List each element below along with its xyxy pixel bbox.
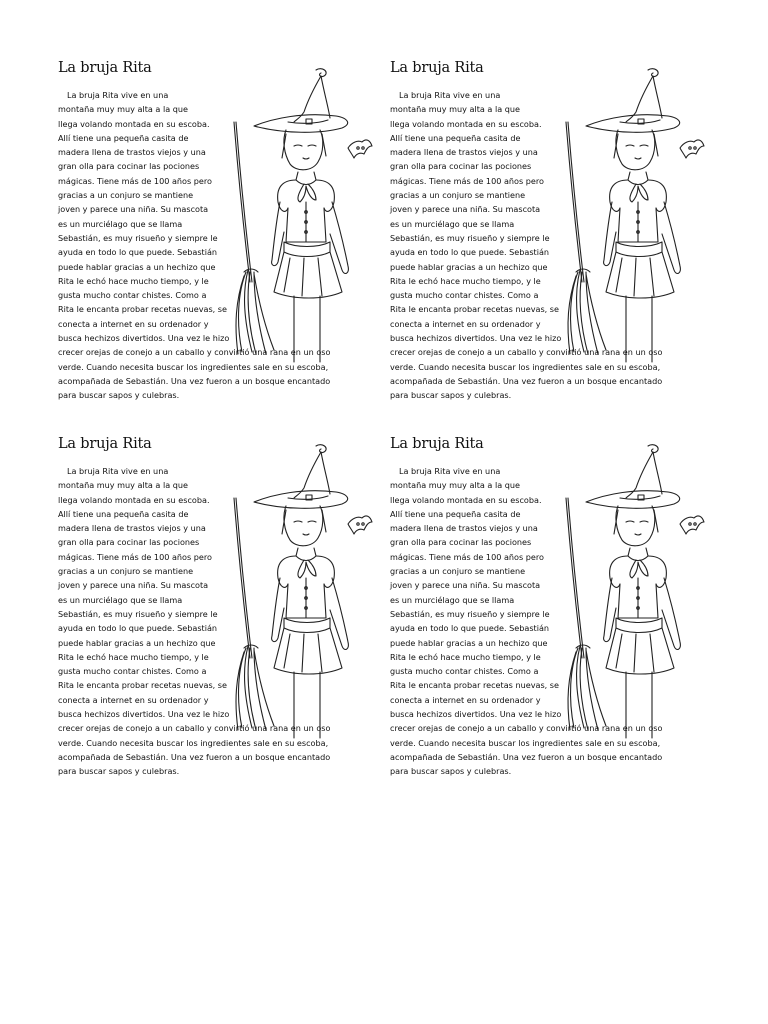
story-line: Rita le encanta probar recetas nuevas, se (58, 304, 228, 315)
story-line: joven y parece una niña. Su mascota (58, 204, 209, 215)
story-line: gusta mucho contar chistes. Como a (390, 666, 539, 677)
story-line: joven y parece una niña. Su mascota (390, 204, 541, 215)
story-line: Sebastián, es muy risueño y siempre le (390, 608, 550, 619)
story-line: joven y parece una niña. Su mascota (390, 580, 541, 591)
story-line: ayuda en todo lo que puede. Sebastián (58, 623, 218, 634)
story-line: La bruja Rita vive en una (67, 466, 169, 476)
story-line: madera llena de trastos viejos y una (58, 147, 206, 158)
story-line: crecer orejas de conejo a un caballo y convirtió una rana en un oso (58, 723, 331, 734)
story-body (58, 88, 358, 403)
story-line: Sebastián, es muy risueño y siempre le (58, 232, 218, 243)
story-line: es un murciélago que se llama (390, 594, 515, 605)
story-line: La bruja Rita vive en una (399, 466, 501, 476)
story-line: mágicas. Tiene más de 100 años pero (390, 175, 545, 186)
story-line: montaña muy muy alta a la que (58, 480, 188, 491)
story-line: mágicas. Tiene más de 100 años pero (390, 551, 545, 562)
story-line: La bruja Rita vive en una (67, 90, 169, 100)
story-line: para buscar sapos y culebras. (58, 766, 180, 777)
story-title: La bruja Rita (390, 60, 484, 76)
story-line: Allí tiene una pequeña casita de (390, 508, 521, 519)
story-line: La bruja Rita vive en una (399, 90, 501, 100)
story-line: ayuda en todo lo que puede. Sebastián (390, 623, 550, 634)
story-title: La bruja Rita (58, 60, 152, 76)
story-line: Sebastián, es muy risueño y siempre le (390, 232, 550, 243)
story-line: puede hablar gracias a un hechizo que (390, 637, 548, 648)
story-line: montaña muy muy alta a la que (390, 480, 520, 491)
story-line: busca hechizos divertidos. Una vez le hizo (58, 709, 230, 720)
story-line: llega volando montada en su escoba. (390, 494, 542, 505)
story-line: montaña muy muy alta a la que (58, 104, 188, 115)
story-line: llega volando montada en su escoba. (58, 494, 210, 505)
story-line: Rita le echó hace mucho tiempo, y le (390, 275, 541, 286)
story-line: madera llena de trastos viejos y una (390, 523, 538, 534)
story-line: puede hablar gracias a un hechizo que (390, 261, 548, 272)
story-line: para buscar sapos y culebras. (390, 766, 512, 777)
story-line: acompañada de Sebastián. Una vez fueron a un bosque encantado (58, 375, 331, 386)
story-line: ayuda en todo lo que puede. Sebastián (58, 247, 218, 258)
story-body (390, 88, 690, 403)
story-line: puede hablar gracias a un hechizo que (58, 261, 216, 272)
story-line: montaña muy muy alta a la que (390, 104, 520, 115)
story-line: conecta a internet en su ordenador y (58, 694, 209, 705)
story-body (58, 464, 358, 779)
story-line: gusta mucho contar chistes. Como a (390, 290, 539, 301)
story-line: Allí tiene una pequeña casita de (58, 132, 189, 143)
story-line: Allí tiene una pequeña casita de (58, 508, 189, 519)
story-line: acompañada de Sebastián. Una vez fueron a un bosque encantado (390, 375, 663, 386)
story-title: La bruja Rita (390, 436, 484, 452)
story-card (390, 436, 720, 786)
story-line: verde. Cuando necesita buscar los ingredientes sale en su escoba, (390, 361, 661, 372)
story-line: verde. Cuando necesita buscar los ingredientes sale en su escoba, (58, 361, 329, 372)
story-line: llega volando montada en su escoba. (390, 118, 542, 129)
story-line: Rita le encanta probar recetas nuevas, se (390, 680, 560, 691)
story-line: gracias a un conjuro se mantiene (58, 190, 194, 201)
story-line: joven y parece una niña. Su mascota (58, 580, 209, 591)
story-line: gracias a un conjuro se mantiene (390, 566, 526, 577)
story-line: Rita le echó hace mucho tiempo, y le (58, 275, 209, 286)
story-line: ayuda en todo lo que puede. Sebastián (390, 247, 550, 258)
story-line: gran olla para cocinar las pociones (58, 161, 200, 172)
story-line: conecta a internet en su ordenador y (58, 318, 209, 329)
story-line: gusta mucho contar chistes. Como a (58, 666, 207, 677)
story-line: es un murciélago que se llama (58, 594, 183, 605)
story-title: La bruja Rita (58, 436, 152, 452)
story-line: es un murciélago que se llama (58, 218, 183, 229)
story-line: verde. Cuando necesita buscar los ingredientes sale en su escoba, (390, 737, 661, 748)
story-line: gran olla para cocinar las pociones (390, 161, 532, 172)
story-line: Rita le encanta probar recetas nuevas, se (390, 304, 560, 315)
story-line: crecer orejas de conejo a un caballo y convirtió una rana en un oso (390, 347, 663, 358)
story-line: gran olla para cocinar las pociones (58, 537, 200, 548)
story-line: acompañada de Sebastián. Una vez fueron a un bosque encantado (390, 751, 663, 762)
story-line: gran olla para cocinar las pociones (390, 537, 532, 548)
story-line: Allí tiene una pequeña casita de (390, 132, 521, 143)
story-line: verde. Cuando necesita buscar los ingredientes sale en su escoba, (58, 737, 329, 748)
story-line: para buscar sapos y culebras. (390, 390, 512, 401)
story-line: busca hechizos divertidos. Una vez le hizo (390, 709, 562, 720)
story-line: busca hechizos divertidos. Una vez le hizo (390, 333, 562, 344)
story-line: gracias a un conjuro se mantiene (58, 566, 194, 577)
story-line: para buscar sapos y culebras. (58, 390, 180, 401)
story-line: acompañada de Sebastián. Una vez fueron a un bosque encantado (58, 751, 331, 762)
story-line: Rita le echó hace mucho tiempo, y le (390, 651, 541, 662)
story-line: Rita le echó hace mucho tiempo, y le (58, 651, 209, 662)
story-line: conecta a internet en su ordenador y (390, 694, 541, 705)
story-card (58, 60, 388, 410)
story-line: llega volando montada en su escoba. (58, 118, 210, 129)
story-line: puede hablar gracias a un hechizo que (58, 637, 216, 648)
story-line: mágicas. Tiene más de 100 años pero (58, 175, 213, 186)
story-line: busca hechizos divertidos. Una vez le hizo (58, 333, 230, 344)
story-line: gracias a un conjuro se mantiene (390, 190, 526, 201)
story-line: Sebastián, es muy risueño y siempre le (58, 608, 218, 619)
story-line: Rita le encanta probar recetas nuevas, se (58, 680, 228, 691)
story-line: es un murciélago que se llama (390, 218, 515, 229)
story-card (390, 60, 720, 410)
story-line: madera llena de trastos viejos y una (58, 523, 206, 534)
story-card (58, 436, 388, 786)
story-line: crecer orejas de conejo a un caballo y convirtió una rana en un oso (390, 723, 663, 734)
story-line: mágicas. Tiene más de 100 años pero (58, 551, 213, 562)
story-body (390, 464, 690, 779)
story-line: gusta mucho contar chistes. Como a (58, 290, 207, 301)
story-line: madera llena de trastos viejos y una (390, 147, 538, 158)
story-line: crecer orejas de conejo a un caballo y convirtió una rana en un oso (58, 347, 331, 358)
story-line: conecta a internet en su ordenador y (390, 318, 541, 329)
